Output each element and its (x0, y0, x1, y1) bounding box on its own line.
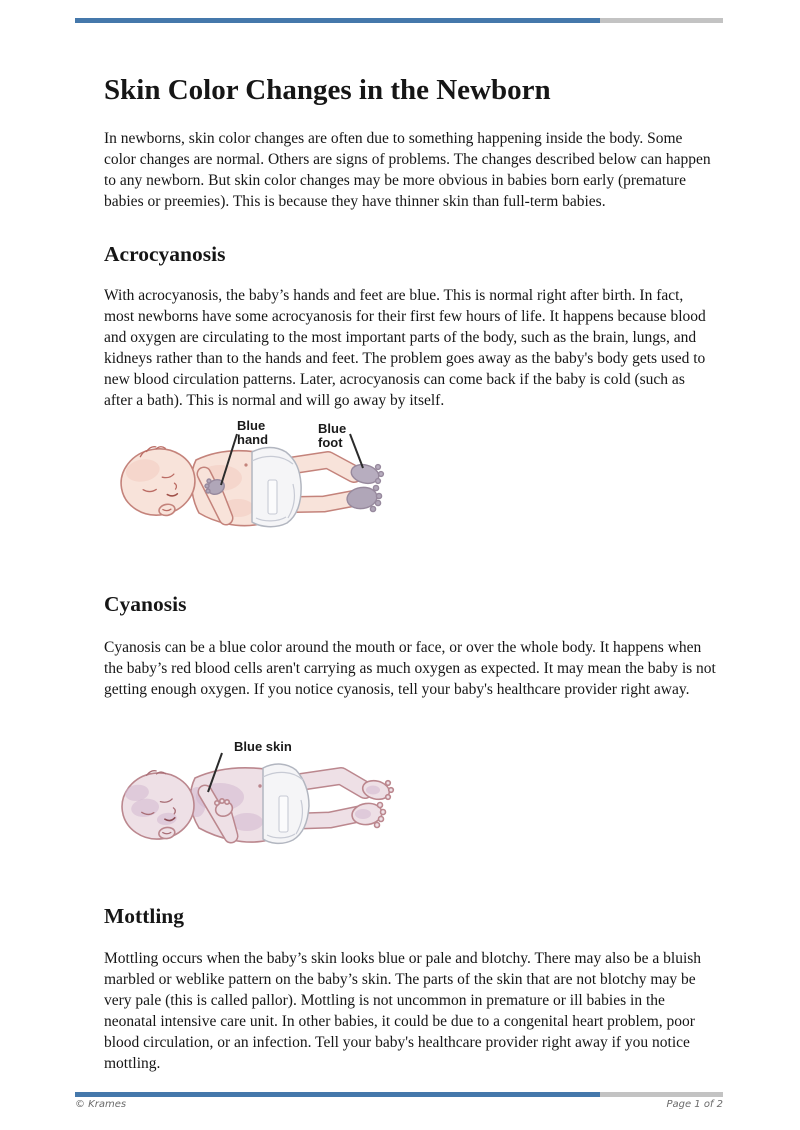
diaper (252, 448, 301, 527)
accent-bar-gray-segment (600, 18, 723, 23)
top-accent-bar (75, 18, 723, 23)
footer-copyright: © Krames (75, 1099, 127, 1110)
section-heading-cyanosis: Cyanosis (104, 591, 187, 616)
blue-foot-label: Blue foot (318, 421, 347, 450)
footer-page-number: Page 1 of 2 (666, 1099, 723, 1110)
cyanosis-figure (95, 722, 407, 874)
accent-bar-blue-segment (75, 1092, 600, 1097)
section-heading-mottling: Mottling (104, 903, 185, 928)
baby-back-foot (351, 802, 386, 828)
nipple-dot (258, 784, 261, 787)
diaper-tab (268, 480, 277, 514)
diaper-tab (279, 796, 288, 832)
acrocyanosis-figure (100, 408, 410, 558)
page-title: Skin Color Changes in the Newborn (104, 74, 551, 107)
section-body-acrocyanosis: With acrocyanosis, the baby’s hands and feet are blue. This is normal right after birth. In fact, most newborns have some acrocyanosis for their first few hours of life. It happens because blood and oxygen are circulating to the most important parts of the body, such as the brain, lungs, and kidneys rather than to the hands and feet. The problem goes away as the baby's body gets used to new blood circulation patterns. Later, acrocyanosis can come back if the baby is cold (such as after a bath). This is normal and will go away by itself. (104, 286, 706, 409)
baby-head (115, 441, 200, 523)
nipple-dot (244, 463, 247, 466)
footer-accent-bar (75, 1092, 723, 1097)
blue-hand-label: Blue hand (237, 418, 269, 447)
section-body-cyanosis: Cyanosis can be a blue color around the mouth or face, or over the whole body. It happens when the baby’s red blood cells aren't carrying as much oxygen as expected. It may mean the baby is not getting enough oxygen. If you notice cyanosis, tell your baby's healthcare provider right away. (104, 638, 716, 698)
footer (75, 1099, 723, 1110)
section-heading-acrocyanosis: Acrocyanosis (104, 241, 226, 266)
intro-paragraph: In newborns, skin color changes are often due to something happening inside the body. Some color changes are normal. Others are signs of problems. The changes described below can happen to any newborn. But skin color changes may be more obvious in babies born early (premature babies or preemies). This is because they have thinner skin than full-term babies. (104, 129, 711, 210)
blue-foot-back (346, 485, 382, 511)
accent-bar-blue-segment (75, 18, 600, 23)
baby-head (117, 766, 198, 844)
section-body-mottling: Mottling occurs when the baby’s skin looks blue or pale and blotchy. There may also be a bluish marbled or weblike pattern on the baby’s skin. The parts of the skin that are not blotchy may be very pale (this is called pallor). Mottling is not uncommon in premature or ill babies in the neonatal intensive care unit. In other babies, it could be due to a congenital heart problem, poor blood circulation, or an infection. Tell your baby's healthcare provider right away if you notice mottling. (104, 949, 702, 1072)
accent-bar-gray-segment (600, 1092, 723, 1097)
blue-skin-label: Blue skin (234, 739, 292, 754)
